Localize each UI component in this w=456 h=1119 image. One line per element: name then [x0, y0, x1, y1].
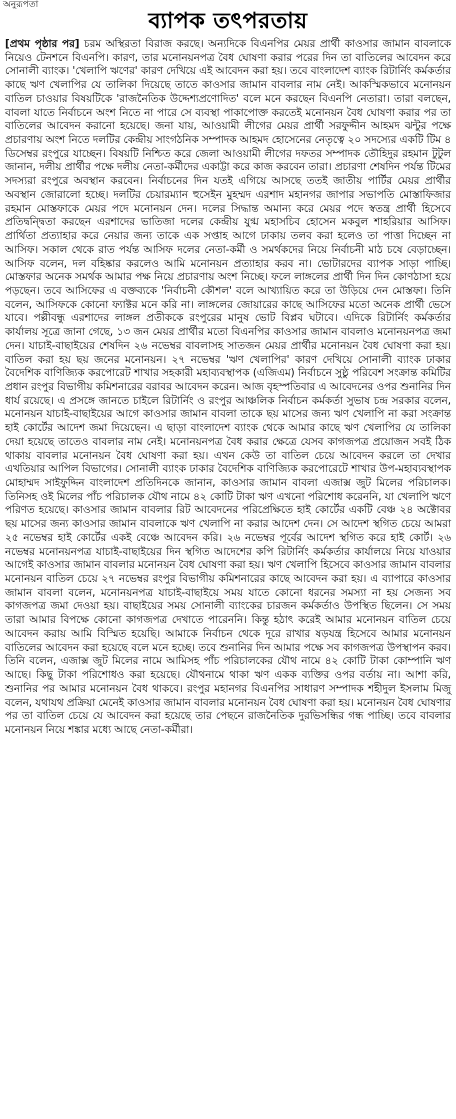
- page-section-label: অনুরূপতা: [3, 0, 39, 10]
- article-headline: ব্যাপক তৎপরতায়: [148, 9, 308, 34]
- article-text: চরম অস্থিরতা বিরাজ করছে। অন্যদিকে বিএনপির মেয়র প্রার্থী কাওসার জামান বাবলাকে নিয়েও টেনশনে বিএনপি। কারণ, তার মনোনয়নপত্র বৈধ ঘোষণা করার পরের দিন তা বাতিলের আবেদন করে সোনালী ব্যাংক। 'খেলাপি ঋণের' কারণ দেখিয়ে এই আবেদন করা হয়। তবে বাংলাদেশ ব্যাংক রিটার্নিং কর্মকর্তার কাছে ঋণ খেলাপির যে তালিকা দিয়েছে তাতে কাওসার জামান বাবলার নাম নেই। আকস্মিকভাবে মনোনয়ন বাতিল চাওয়ার বিষয়টিকে 'রাজনৈতিক উদ্দেশ্যপ্রণোদিত' বলে মনে করছেন বিএনপি নেতারা। তারা বলছেন, বাবলা যাতে নির্বাচনে অংশ নিতে না পারে সে ব্যবস্থা পাকাপোক্ত করতেই মনোনয়ন বৈধ ঘোষণা করার পর তা বাতিলের আবেদন করানো হয়েছে। জনা যায়, আওয়ামী লীগের মেয়র প্রার্থী সরফুদ্দীন আহমদ ঝন্টুর পক্ষে প্রচারণায় অংশ নিতে দলটির কেন্দ্রীয় সাংগঠনিক সম্পাদক আহমদ হোসেনের নেতৃত্বে ২০ সদস্যের একটি টিম ৪ ডিসেম্বর রংপুরে যাচ্ছেন। বিষয়টি নিশ্চিত করে জেলা আওয়ামী লীগের দফতর সম্পাদক তৌহিদুর রহমান টুটুল জানান, দলীয় প্রার্থীর পক্ষে দলীয় নেতা-কর্মীদের একাট্টা করে কাজ করবেন তারা। প্রচারণা শেষদিন পর্যন্ত টিমের সদস্যরা রংপুরে অবস্থান করবেন। নির্বাচনের দিন যতই এগিয়ে আসছে ততই জাতীয় পার্টির মেয়র প্রার্থীর অবস্থান জোরালো হচ্ছে। দলটির চেয়ারম্যান হুসেইন মুহম্মদ এরশাদ মহানগর জাপার সভাপতি মোস্তাফিজার রহমান মোস্তফাকে মেয়র পদে মনোনয়ন দেন। দলের সিদ্ধান্ত অমান্য করে মেয়র পদে স্বতন্ত্র প্রার্থী হিসেবে প্রতিদ্বন্দ্বিতা করছেন এরশাদের ভাতিজা দলের কেন্দ্রীয় যুগ্ম মহাসচিব হোসেন মকবুল শাহরিয়ার আসিফ। প্রার্থিতা প্রত্যাহার করে নেয়ার জন্য তাকে এক সপ্তাহ আগে ঢাকায় তলব করা হলেও তা পাত্তা দিচ্ছেন না আসিফ। সকাল থেকে রাত পর্যন্ত আসিফ দলের নেতা-কর্মী ও সমর্থকদের নিয়ে নির্বাচনী মাঠ চষে বেড়াচ্ছেন। আসিফ বলেন, দল বহিষ্কার করলেও আমি মনোনয়ন প্রত্যাহার করব না। ভোটারদের ব্যাপক সাড়া পাচ্ছি। মোস্তফার অনেক সমর্থক আমার পক্ষ নিয়ে প্রচারণায় অংশ নিচ্ছে। ফলে লাঙ্গলের প্রার্থী দিন দিন কোণঠাসা হয়ে পড়ছেন। তবে আসিফের এ বক্তব্যকে 'নির্বাচনী কৌশল' বলে আখ্যায়িত করে তা উড়িয়ে দেন মোস্তফা। তিনি বলেন, আসিফকে কোনো ফ্যাক্টর মনে করি না। লাঙ্গলের জোয়ারের কাছে আসিফের মতো অনেক প্রার্থী ভেসে যাবে। পল্লীবন্ধু এরশাদের লাঙ্গল প্রতীককে রংপুরের মানুষ ভোট বিপ্লব ঘটাবে। এদিকে রিটার্নিং কর্মকর্তার কার্যালয় সূত্রে জানা গেছে, ১৩ জন মেয়র প্রার্থীর মতো বিএনপির কাওসার জামান বাবলাও মনোনয়নপত্র জমা দেন। যাচাই-বাছাইয়ের শেষদিন ২৬ নভেম্বর বাবলাসহ সাতজন মেয়র প্রার্থীর মনোনয়ন বৈধ ঘোষণা করা হয়। বাতিল করা হয় ছয় জনের মনোনয়ন। ২৭ নভেম্বর 'ঋণ খেলাপির' কারণ দেখিয়ে সোনালী ব্যাংক ঢাকার বৈদেশিক বাণিজ্যিক করপোরেট শাখার সহকারী মহাব্যবস্থাপক (এজিএম) নির্বাচনে সুষ্ঠু পরিবেশ সংক্রান্ত কমিটির প্রধান রংপুর বিভাগীয় কমিশনারের বরাবর আবেদন করেন। আজ বৃহস্পতিবার এ আবেদনের ওপর শুনানির দিন ধার্য রয়েছে। এ প্রসঙ্গে জানতে চাইলে রিটার্নিং ও রংপুর আঞ্চলিক নির্বাচন কর্মকর্তা সুভাষ চন্দ্র সরকার বলেন, মনোনয়ন যাচাই-বাছাইয়ের আগে কাওসার জামান বাবলা তাকে ছয় মাসের জন্য ঋণ খেলাপি না করা সংক্রান্ত হাই কোর্টের আদেশ জমা দিয়েছেন। এ ছাড়া বাংলাদেশ ব্যাংক থেকে আমার কাছে ঋণ খেলাপির যে তালিকা দেয়া হয়েছে তাতেও বাবলার নাম নেই। মনোনয়নপত্র বৈধ করার ক্ষেত্রে যেসব কাগজপত্র প্রয়োজন সবই ঠিক থাকায় বাবলার মনোনয়ন বৈধ ঘোষণা করা হয়। এখন কেউ তা বাতিল চেয়ে আবেদন করলে তা দেখার এখতিয়ার আপিল বিভাগের। সোনালী ব্যাংক ঢাকার বৈদেশিক বাণিজ্যিক করপোরেটে শাখার উপ-মহাব্যবস্থাপক মোহাম্মদ সাইফুদ্দিন বাংলাদেশ প্রতিদিনকে জানান, কাওসার জামান বাবলা এজাক্স জুট মিলের পরিচালক। তিনিসহ ওই মিলের পাঁচ পরিচালক যৌথ নামে ৪২ কোটি টাকা ঋণ এখনো পরিশোধ করেননি, যা খেলাপি ঋণে পরিণত হয়েছে। কাওসার জামান বাবলার রিট আবেদনের পরিপ্রেক্ষিতে হাই কোর্টের একটি বেঞ্চ ২৪ অক্টোবর ছয় মাসের জন্য কাওসার জামান বাবলাকে ঋণ খেলাপি না করার আদেশ দেন। সে আদেশ স্থগিত চেয়ে আমরা ২৫ নভেম্বর হাই কোর্টের একই বেঞ্চে আবেদন করি। ২৬ নভেম্বর পূর্বের আদেশ স্থগিত করে হাই কোর্ট। ২৬ নভেম্বর মনোনয়নপত্র যাচাই-বাছাইয়ের দিন স্থগিত আদেশের কপি রিটার্নিং কর্মকর্তার কার্যালয়ে নিয়ে যাওয়ার আগেই কাওসার জামান বাবলার মনোনয়ন বৈধ ঘোষণা করা হয়। ঋণ খেলাপি হিসেবে কাওসার জামান বাবলার মনোনয়ন বাতিল চেয়ে ২৭ নভেম্বর রংপুর বিভাগীয় কমিশনারের কাছে আবেদন করা হয়। এ ব্যাপারে কাওসার জামান বাবলা বলেন, মনোনয়নপত্র যাচাই-বাছাইয়ে সময় যাতে কোনো ধরনের সমস্যা না হয় সেজন্য সব কাগজপত্র জমা দেওয়া হয়। বাছাইয়ের সময় সোনালী ব্যাংকের চারজন কর্মকর্তাও উপস্থিত ছিলেন। সে সময় তারা আমার বিপক্ষে কোনো কাগজপত্র দেখাতে পারেননি। কিন্তু হঠাৎ করেই আমার মনোনয়ন বাতিল চেয়ে আবেদন করায় আমি বিস্মিত হয়েছি। আমাকে নির্বাচন থেকে দূরে রাখার ষড়যন্ত্র হিসেবে আমার মনোনয়ন বাতিলের আবেদন করা হয়েছে বলে মনে হচ্ছে। তবে শুনানির দিন আমার পক্ষে সব কাগজপত্র উপস্থাপন করব। তিনি বলেন, এজাক্স জুট মিলের নামে আমিসহ পাঁচ পরিচালকের যৌথ নামে ৪২ কোটি টাকা কোম্পানি ঋণ আছে। কিছু টাকা পরিশোধও করা হয়েছে। যৌথনামে থাকা ঋণ একক ব্যক্তির ওপর বর্তায় না। আশা করি, শুনানির পর আমার মনোনয়ন বৈধ থাকবে। রংপুর মহানগর বিএনপির সাধারণ সম্পাদক শহীদুল ইসলাম মিজু বলেন, যথাযথ প্রক্রিয়া মেনেই কাওসার জামান বাবলার মনোনয়ন বৈধ ঘোষণা করা হয়। মনোনয়ন বৈধ ঘোষণার পর তা বাতিল চেয়ে যে আবেদন করা হয়েছে তার পেছনে রাজনৈতিক দুরভিসন্ধির গন্ধ পাচ্ছি। তবে বাবলার মনোনয়ন নিয়ে শঙ্কার মধ্যে আছে নেতা-কর্মীরা।: [5, 38, 451, 736]
- article-body: [5, 38, 451, 738]
- continued-from-front-page-tag: [প্রথম পৃষ্ঠার পর]: [5, 38, 80, 50]
- article-paragraph: [5, 38, 451, 738]
